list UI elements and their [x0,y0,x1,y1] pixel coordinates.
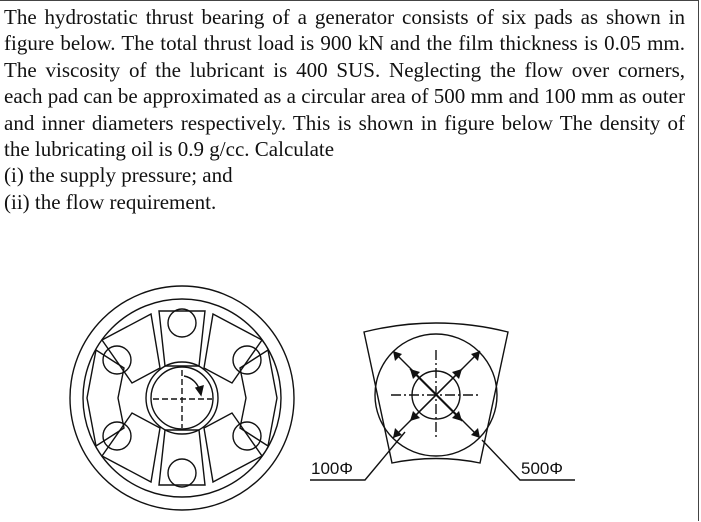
pad-recess [233,422,261,450]
single-pad-view [310,323,575,480]
bearing-figure [0,278,701,522]
pad-recess [103,346,131,374]
pad-sector [159,430,205,485]
pad-recess [103,422,131,450]
pad-recess [233,346,261,374]
pad-recess [168,459,196,487]
rotation-arrowhead [196,386,203,395]
inner-diameter-label: 100Φ [311,459,353,478]
pad-sector [159,311,205,366]
question-item-2: (ii) the flow requirement. [4,189,217,214]
problem-statement [4,4,685,215]
question-item-1: (i) the supply pressure; and [4,163,233,188]
bearing-assembly-view [70,286,294,510]
outer-diameter-label: 500Φ [521,459,563,478]
pad-sector [240,350,277,446]
problem-paragraph: The hydrostatic thrust bearing of a generator consists of six pads as shown in figure below. The total thrust load is 900 kN and the film thickness is 0.05 mm. The viscosity of the lubricant is 400 SUS. Neglecting the flow over corners, each pad can be approximated as a circular area of 500 mm and 100 mm as outer and inner diameters respectively. This is shown in figure below The density of the lubricating oil is 0.9 g/cc. Calculate [4,5,685,162]
pad-sector [87,350,124,446]
pad-recess [168,309,196,337]
